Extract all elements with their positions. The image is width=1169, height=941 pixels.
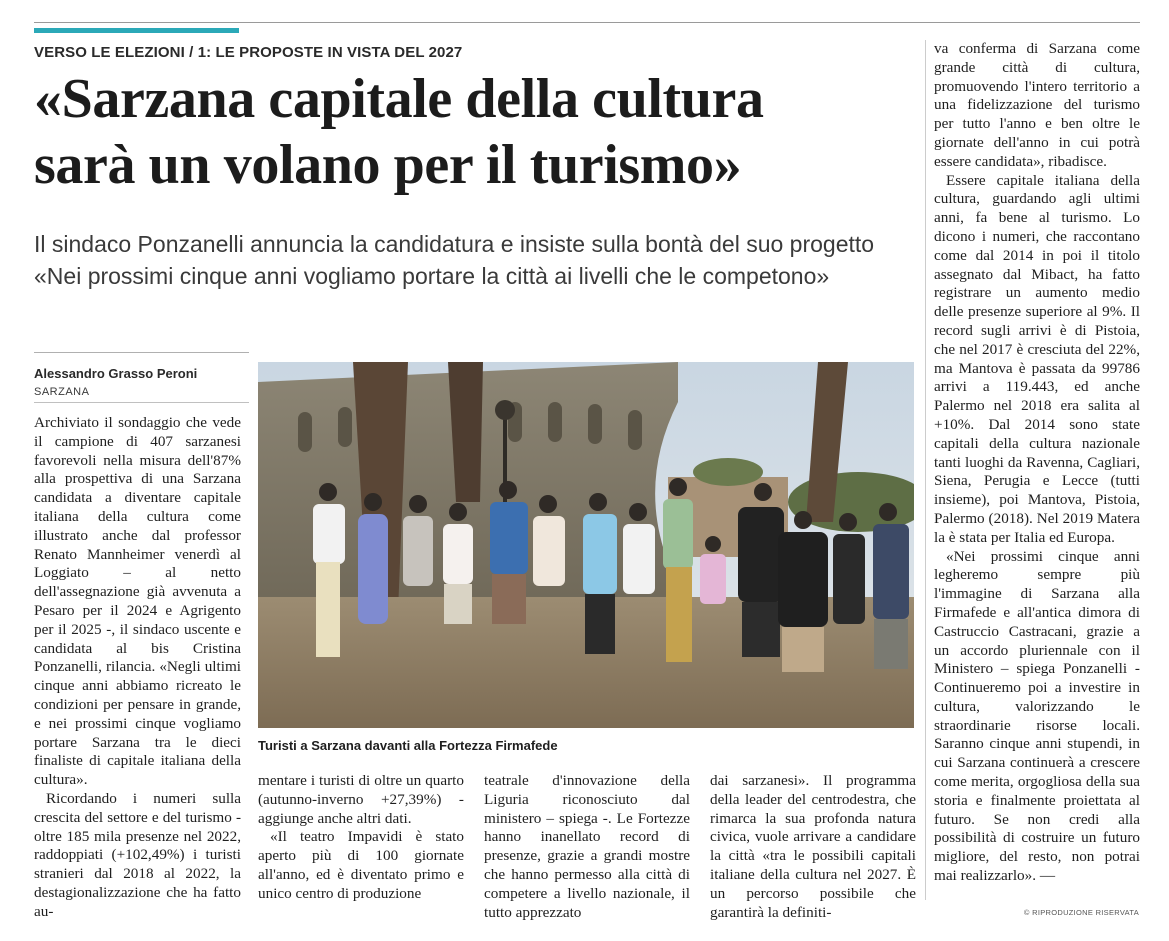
paragraph: Essere capitale italiana della cultura, guardando agli ultimi anni, fa bene al turismo. Lo dicono i numeri, che raccontano come dal 2014 in poi il titolo assegnato dal Mibact, ha fatto registrare un aumento medio delle presenze superiore al 9%. Il record sugli arrivi è di Pistoia, che nel 2017 è cresciuta del 22%, ma Mantova è passata da 99786 arrivi a 119.443, ed anche Palermo nel 2018 era salita al +10%. Dal 2014 sono state capitali della cultura nazionale tanti luoghi da Ravenna, Cagliari, Siena, Perugia e Lecce (tutti insieme), poi Mantova, Pistoia, Palermo (2018). Nel 2019 Matera la è stata per Italia ed Europa. [934,171,1140,546]
paragraph: dai sarzanesi». Il programma della leader del centrodestra, che rimarca la sua profonda natura civica, vuole arrivare a candidare la città «tra le possibili capitali italiane della cultura nel 2027. È un percorso possibile che garantirà la definiti- [710,772,916,921]
paragraph: «Nei prossimi cinque anni legheremo sempre più l'immagine di Sarzana alla Firmafede e all'antica dimora di Castruccio Castracani, grazie a un accordo pluriennale con il Ministero – spiega Ponzanelli - Continueremo poi a investire in cultura, valorizzando le straordinarie risorse locali. Saranno cinque anni stupendi, in cui Sarzana continuerà a crescere come merita, orgogliosa della sua storia e finalmente proiettata al futuro. Se non credi alla possibilità di costruire un futuro migliore, del resto, non potrai mai realizzarlo». — [934,547,1140,885]
byline: Alessandro Grasso Peroni [34,366,198,381]
top-rule [34,22,1140,23]
subhead-line-2: «Nei prossimi cinque anni vogliamo portare la città ai livelli che le competono» [34,263,830,289]
section-accent-bar [34,28,239,33]
article-column-2 [258,772,464,904]
byline-top-rule [34,352,249,353]
kicker: VERSO LE ELEZIONI / 1: LE PROPOSTE IN VISTA DEL 2027 [34,44,463,61]
headline [34,66,924,198]
subhead [34,228,924,292]
paragraph: va conferma di Sarzana come grande città di cultura, promuovendo l'intero territorio a una fidelizzazione del turismo per tutto l'anno e ben oltre le giornate dell'anno in cui potrà essere candidata», ribadisce. [934,40,1140,170]
column-rule [925,40,926,900]
paragraph: teatrale d'innovazione della Liguria riconosciuto dal ministero – spiega -. Le Fortezze hanno inanellato record di presenze, grazie a grandi mostre che hanno permesso alla città di competere a livello nazionale, il tutto apprezzato [484,772,690,921]
subhead-line-1: Il sindaco Ponzanelli annuncia la candidatura e insiste sulla bontà del suo progetto [34,231,875,257]
headline-line-2: sarà un volano per il turismo» [34,134,742,196]
fortress-tourists-photo [258,362,914,728]
paragraph: Archiviato il sondaggio che vede il campione di 407 sarzanesi favorevoli nella misura dell'87% alla prospettiva di una Sarzana candidata a diventare capitale italiana della cultura come illustrato anche dal professor Renato Mannheimer venerdì al Loggiato – al netto dell'assegnazione già avvenuta a Pesaro per il 2024 e Agrigento per il 2025 -, il sindaco uscente e candidata al bis Cristina Ponzanelli, rilancia. «Negli ultimi cinque anni abbiamo ricreato le condizioni per pensare in grande, e nei prossimi cinque vogliamo portare Sarzana tra le dieci finaliste di capitale italiana della cultura». [34,414,241,789]
paragraph: mentare i turisti di oltre un quarto (autunno-inverno +27,39%) - aggiunge anche altri dati. [258,772,464,827]
article-column-3 [484,772,690,922]
headline-line-1: «Sarzana capitale della cultura [34,68,764,130]
photo-caption: Turisti a Sarzana davanti alla Fortezza Firmafede [258,738,558,753]
paragraph: Ricordando i numeri sulla crescita del settore e del turismo - oltre 185 mila presenze nel 2022, raddoppiati (+102,49%) i turisti stranieri dal 2018 al 2022, la destagionalizzazione che ha fatto au- [34,789,241,920]
article-column-5 [934,40,1140,886]
paragraph: «Il teatro Impavidi è stato aperto più di 100 giornate all'anno, ed è diventato primo e unico centro di produzione [258,828,464,902]
article-column-1 [34,414,241,922]
dateline: SARZANA [34,386,90,398]
article-column-4 [710,772,916,922]
byline-bottom-rule [34,402,249,403]
article-photo [258,362,914,728]
copyright-notice: © RIPRODUZIONE RISERVATA [1023,908,1139,917]
